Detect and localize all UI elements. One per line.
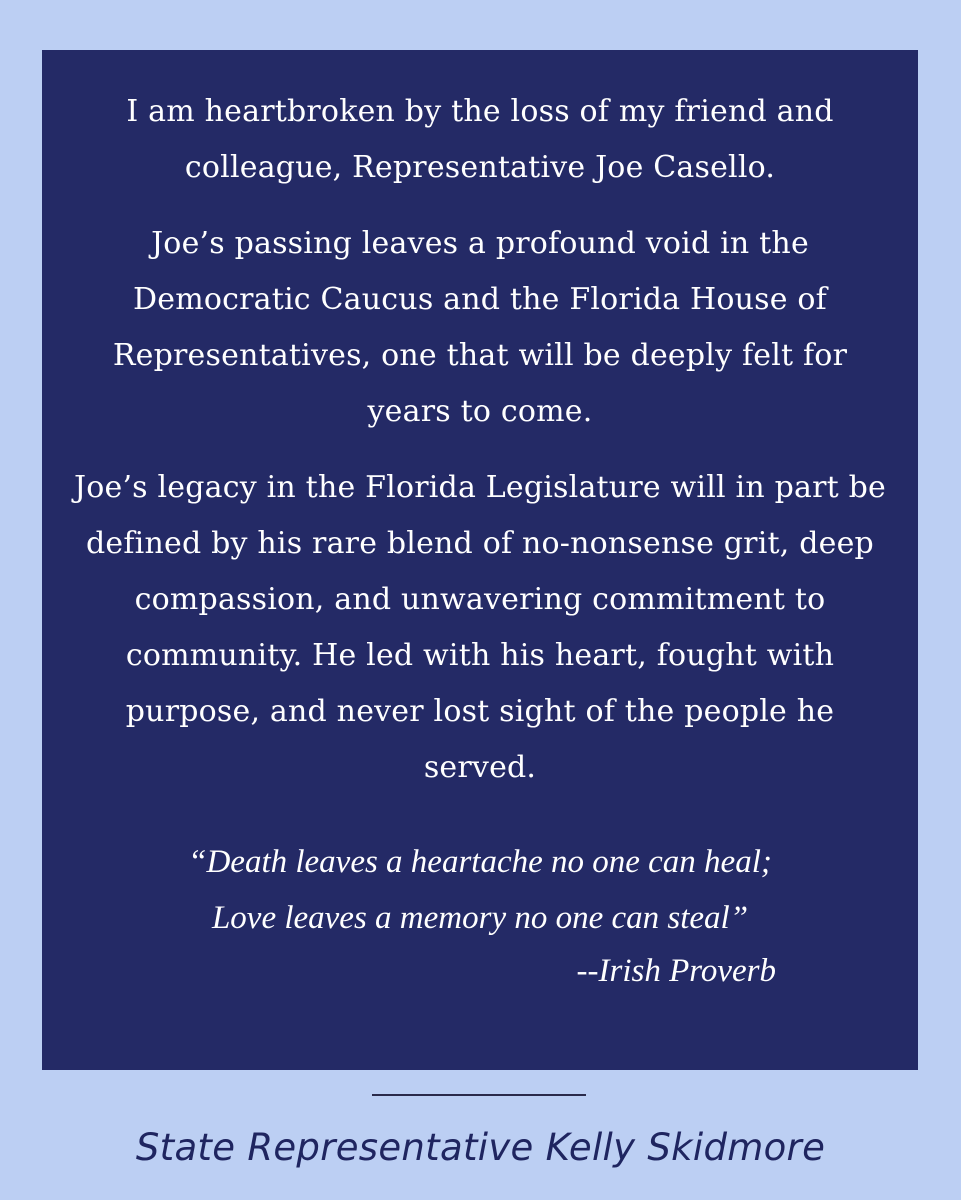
statement-paragraph-1: I am heartbroken by the loss of my friend and colleague, Representative Joe Casello. <box>126 94 834 185</box>
statement-paragraph-3: Joe’s legacy in the Florida Legislature will in part be defined by his rare blend of no-nonsense grit, deep compassion, and unwavering commitment to community. He led with his heart, fought with purpose, and never lost sight of the people he served. <box>74 470 886 785</box>
statement-panel <box>42 50 918 1070</box>
proverb-quote <box>72 834 888 996</box>
quote-line-1: “Death leaves a heartache no one can heal; <box>188 844 772 880</box>
signature-divider <box>372 1094 586 1096</box>
quote-line-2: Love leaves a memory no one can steal” <box>211 900 749 936</box>
statement-paragraph-2: Joe’s passing leaves a profound void in the Democratic Caucus and the Florida House of Representatives, one that will be deeply felt for years to come. <box>112 226 848 429</box>
quote-attribution: --Irish Proverb <box>576 953 776 989</box>
signature: State Representative Kelly Skidmore <box>135 1126 826 1169</box>
